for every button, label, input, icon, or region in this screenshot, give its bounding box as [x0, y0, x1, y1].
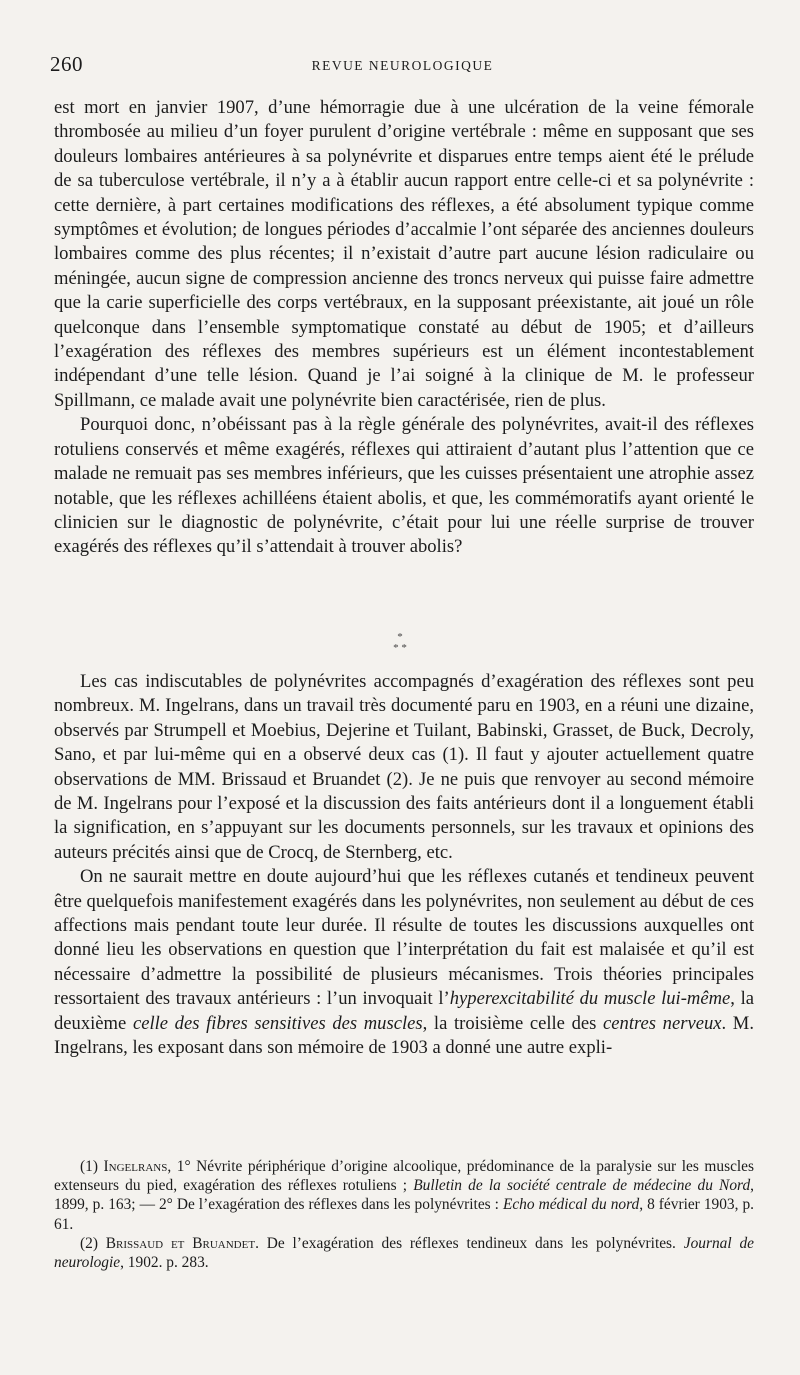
paragraph: Les cas indiscutables de polynévrites accompagnés d’exagération des réflexes sont peu nombreux. M. Ingelrans, dans un travail très documenté paru en 1903, en a réuni une dizaine, observés par Strumpell et Moebius, Dejerine et Tuilant, Babinski, Grasset, de Buck, Decroly, Sano, et par lui-même qui en a observé deux cas (1). Il faut y ajouter actuellement quatre observations de MM. Brissaud et Bruandet (2). Je ne puis que renvoyer au second mémoire de M. Ingelrans pour l’exposé et la discussion des faits antérieurs dont il a longuement établi la signification, en s’appuyant sur les documents personnels, sur les travaux et opinions des auteurs précités ainsi que de Crocq, de Sternberg, etc. [54, 671, 754, 863]
footnote-author: Brissaud et Bruandet [105, 1234, 256, 1252]
paragraph-continuation: est mort en janvier 1907, d’une hémorragie due à une ulcération de la veine fémorale thrombosée au milieu d’un foyer purulent d’origine vertébrale : même en supposant que ses douleurs lombaires antérieures à sa polynévrite et disparues entre temps aient été le prélude de sa tuberculose vertébrale, il n’y a à établir aucun rapport entre celle-ci et sa polynévrite : cette dernière, à part certaines modifications des réflexes, a été absolument typique comme symptômes et évolution; de longues périodes d’accalmie l’ont séparée des anciennes douleurs lombaires comme des plus récentes; il n’existait d’autre part aucune lésion radiculaire ou méningée, aucun signe de compression ancienne des troncs nerveux qui puisse faire admettre que la carie superficielle des corps vertébraux, en la supposant préexistante, ait joué un rôle quelconque dans l’ensemble symptomatique constaté au début de 1905; et d’ailleurs l’exagération des réflexes des membres supérieurs est un élément incontestablement indépendant d’une telle lésion. Quand je l’ai soigné à la clinique de M. le professeur Spillmann, ce malade avait une polynévrite bien caractérisée, rien de plus. [54, 97, 754, 411]
footnote-author: Ingelrans [103, 1158, 168, 1175]
body-text-upper [54, 96, 754, 560]
asterism-top: * [397, 631, 403, 643]
text-run: , 8 février 1903, p. 61. [54, 1196, 755, 1233]
text-run: . De l’exagération des réflexes tendineux dans les polynévrites. [255, 1234, 684, 1252]
page-number: 260 [50, 52, 83, 76]
body-text-lower [54, 670, 754, 1061]
section-separator-asterism [0, 632, 800, 662]
italic-term: hyperexcitabilité du muscle lui-même [449, 988, 731, 1010]
running-title: REVUE NEUROLOGIQUE [311, 58, 494, 73]
footnote-marker: (2) [80, 1234, 106, 1252]
footnote-2 [54, 1234, 754, 1272]
citation-title: Journal de neurologie [54, 1234, 754, 1272]
text-run: , la deuxième [54, 988, 754, 1034]
footnotes [54, 1157, 754, 1272]
text-run: , 1° Névrite périphérique d’origine alcoolique, prédominance de la paralysie sur les muscles extenseurs du pied, exagération des réflexes rotuliens ; [54, 1158, 755, 1195]
paragraph-theories [54, 865, 754, 1060]
citation-title: Bulletin de la société centrale de médecine du Nord [413, 1177, 751, 1195]
text-run: , 1899, p. 163; — 2° De l’exagération des réflexes dans les polynévrites : [54, 1177, 754, 1214]
page-header [50, 52, 755, 82]
asterism-bottom: * * [393, 642, 407, 654]
text-run: , 1902. p. 283. [120, 1254, 209, 1272]
text-run: , la troisième celle des [422, 1012, 604, 1034]
citation-title: Echo médical du nord [502, 1196, 640, 1214]
paragraph: Pourquoi donc, n’obéissant pas à la règle générale des polynévrites, avait-il des réflexes rotuliens conservés et même exagérés, réflexes qui attiraient d’autant plus l’attention que ce malade ne remuait pas ses membres inférieurs, que les cuisses présentaient une atrophie assez notable, que les réflexes achilléens étaient abolis, et que, les commémoratifs ayant orienté le clinicien sur le diagnostic de polynévrite, c’était pour lui une réelle surprise de trouver exagérés des réflexes qu’il s’attendait à trouver abolis? [54, 414, 754, 558]
italic-term: celle des fibres sensitives des muscles [132, 1012, 423, 1034]
text-run: . M. Ingelrans, les exposant dans son mémoire de 1903 a donné une autre expli- [54, 1012, 754, 1059]
footnote-marker: (1) [80, 1158, 104, 1175]
text-run: On ne saurait mettre en doute aujourd’hui que les réflexes cutanés et tendineux peuvent être quelquefois manifestement exagérés dans les polynévrites, non seulement au début de ces affections mais pendant toute leur durée. Il résulte de toutes les discussions auxquelles ont donné lieu les observations en question que l’interprétation du fait est malaisée et qu’il est nécessaire d’admettre la possibilité de plusieurs mécanismes. Trois théories principales ressortaient des travaux antérieurs : l’un invoquait l’ [54, 866, 754, 1010]
footnote-1 [54, 1157, 754, 1234]
italic-term: centres nerveux [603, 1012, 722, 1034]
